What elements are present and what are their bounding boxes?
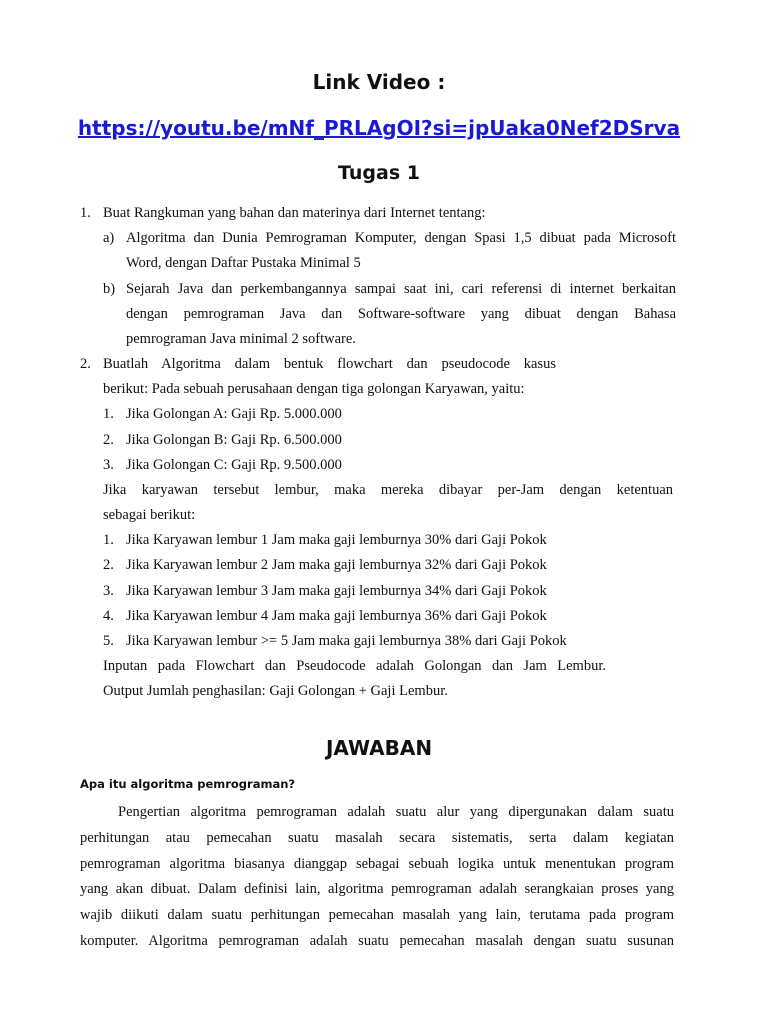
paragraph-line-6: komputer. Algoritma pemrograman adalah suatu pemecahan masalah dengan suatu susunan [80, 933, 674, 949]
lembur-intro-line-2: sebagai berikut: [103, 507, 196, 523]
golongan-3-number: 3. [103, 457, 114, 473]
paragraph-line-2: perhitungan atau pemecahan suatu masalah secara sistematis, serta dalam kegiatan [80, 830, 674, 846]
golongan-3-text: Jika Golongan C: Gaji Rp. 9.500.000 [126, 457, 342, 473]
video-link[interactable] [0, 116, 758, 140]
lembur-5-number: 5. [103, 633, 114, 649]
sub-a-line-2: Word, dengan Daftar Pustaka Minimal 5 [126, 255, 361, 271]
link-video-heading: Link Video : [312, 70, 446, 94]
item-1-number: 1. [80, 205, 91, 221]
sub-a-label: a) [103, 230, 115, 246]
lembur-3-text: Jika Karyawan lembur 3 Jam maka gaji lemburnya 34% dari Gaji Pokok [126, 583, 547, 599]
answer-title: JAWABAN [325, 736, 433, 760]
task-title: Tugas 1 [338, 162, 420, 184]
lembur-3-number: 3. [103, 583, 114, 599]
lembur-intro-line-1: Jika karyawan tersebut lembur, maka mereka dibayar per-Jam dengan ketentuan [103, 482, 673, 498]
sub-a-line-1: Algoritma dan Dunia Pemrograman Komputer, dengan Spasi 1,5 dibuat pada Microsoft [126, 230, 676, 246]
video-url-link[interactable]: https://youtu.be/mNf_PRLAgOI?si=jpUaka0Nef2DSrva [77, 116, 681, 140]
item-1-text: Buat Rangkuman yang bahan dan materinya dari Internet tentang: [103, 205, 486, 221]
sub-b-line-3: pemrograman Java minimal 2 software. [126, 331, 356, 347]
answer-question: Apa itu algoritma pemrograman? [80, 777, 296, 791]
input-line: Inputan pada Flowchart dan Pseudocode adalah Golongan dan Jam Lembur. [103, 658, 606, 674]
paragraph-line-5: wajib diikuti dalam suatu perhitungan pemecahan masalah yang lain, terutama pada program [80, 907, 674, 923]
paragraph-line-3: pemrograman algoritma biasanya dianggap sebagai sebuah logika untuk menentukan program [80, 856, 674, 872]
golongan-1-text: Jika Golongan A: Gaji Rp. 5.000.000 [126, 406, 342, 422]
lembur-4-text: Jika Karyawan lembur 4 Jam maka gaji lemburnya 36% dari Gaji Pokok [126, 608, 547, 624]
lembur-2-number: 2. [103, 557, 114, 573]
golongan-2-number: 2. [103, 432, 114, 448]
output-line: Output Jumlah penghasilan: Gaji Golongan + Gaji Lembur. [103, 683, 448, 699]
item-2-number: 2. [80, 356, 91, 372]
lembur-1-text: Jika Karyawan lembur 1 Jam maka gaji lemburnya 30% dari Gaji Pokok [126, 532, 547, 548]
sub-b-line-2: dengan pemrograman Java dan Software-software yang dibuat dengan Bahasa [126, 306, 676, 322]
lembur-5-text: Jika Karyawan lembur >= 5 Jam maka gaji lemburnya 38% dari Gaji Pokok [126, 633, 567, 649]
sub-b-line-1: Sejarah Java dan perkembangannya sampai saat ini, cari referensi di internet berkaitan [126, 281, 676, 297]
golongan-1-number: 1. [103, 406, 114, 422]
paragraph-line-1: Pengertian algoritma pemrograman adalah suatu alur yang dipergunakan dalam suatu [118, 804, 674, 820]
sub-b-label: b) [103, 281, 116, 297]
paragraph-line-4: yang akan dibuat. Dalam definisi lain, algoritma pemrograman adalah serangkaian proses yang [80, 881, 674, 897]
lembur-1-number: 1. [103, 532, 114, 548]
lembur-2-text: Jika Karyawan lembur 2 Jam maka gaji lemburnya 32% dari Gaji Pokok [126, 557, 547, 573]
item-2-line-2: berikut: Pada sebuah perusahaan dengan tiga golongan Karyawan, yaitu: [103, 381, 525, 397]
golongan-2-text: Jika Golongan B: Gaji Rp. 6.500.000 [126, 432, 342, 448]
item-2-line-1: Buatlah Algoritma dalam bentuk flowchart dan pseudocode kasus [103, 356, 556, 372]
lembur-4-number: 4. [103, 608, 114, 624]
